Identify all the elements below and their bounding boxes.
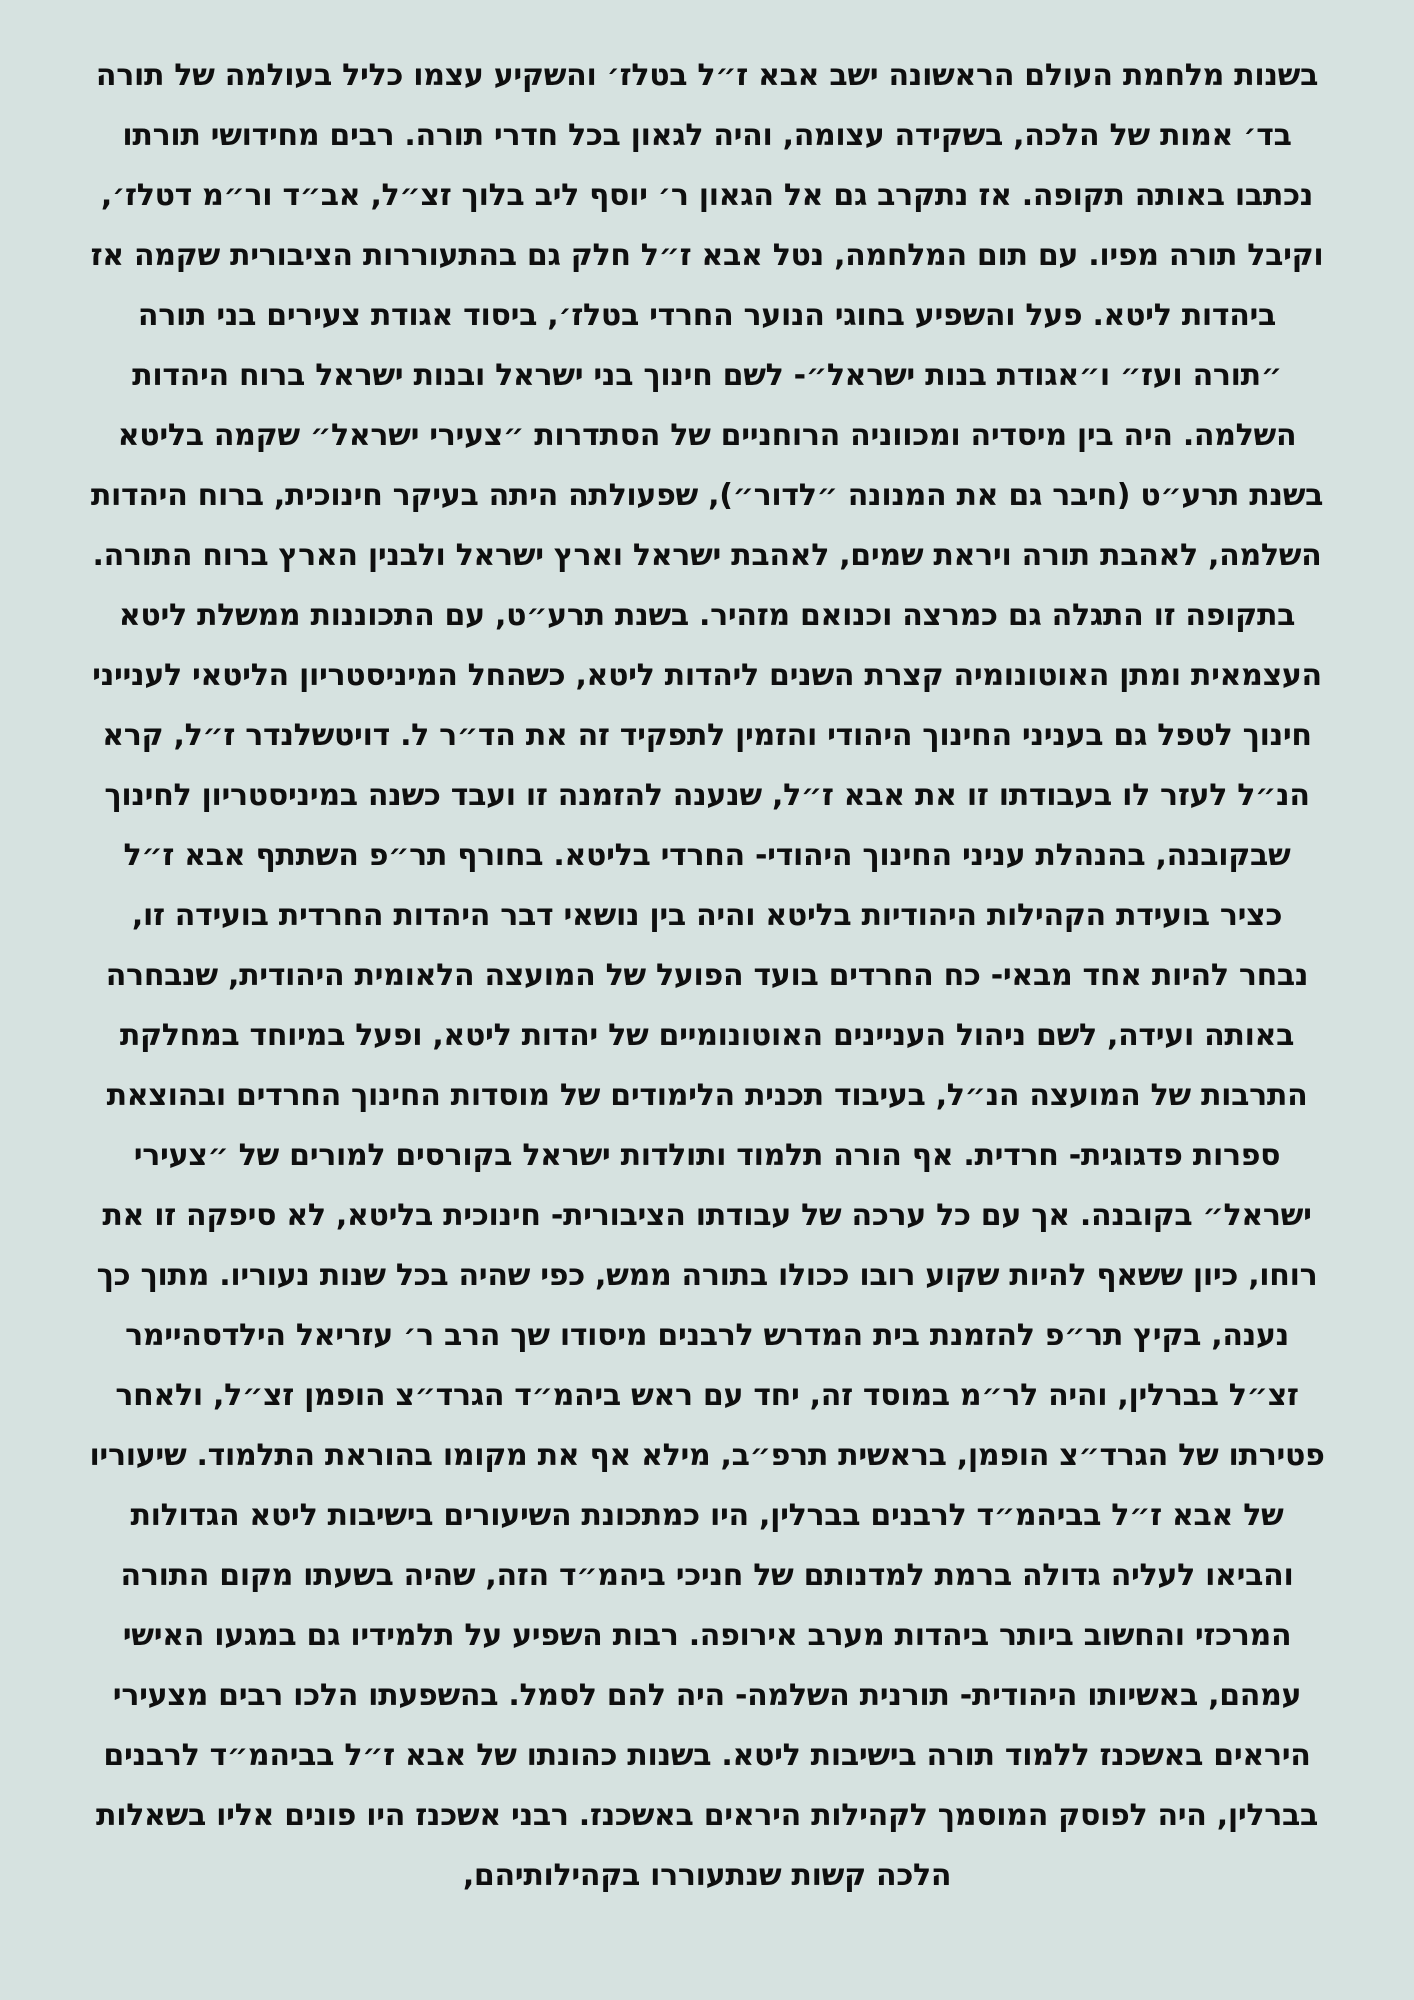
text-line: נבחר להיות אחד מבאי- כח החרדים בועד הפועל של המועצה הלאומית היהודית, שנבחרה xyxy=(105,958,1309,993)
text-line: כציר בועידת הקהילות היהודיות בליטא והיה בין נושאי דבר היהדות החרדית בועידה זו, xyxy=(131,898,1283,933)
text-line: בברלין, היה לפוסק המוסמך לקהילות היראים באשכנז. רבני אשכנז היו פונים אליו בשאלות xyxy=(96,1798,1318,1833)
text-line: והביאו לעליה גדולה ברמת למדנותם של חניכי ביהמ״ד הזה, שהיה בשעתו מקום התורה xyxy=(120,1558,1294,1593)
document-text xyxy=(28,46,1386,1906)
text-line: בשנות מלחמת העולם הראשונה ישב אבא ז״ל בטלז׳ והשקיע עצמו כליל בעולמה של תורה xyxy=(95,58,1319,93)
text-line: בתקופה זו התגלה גם כמרצה וכנואם מזהיר. בשנת תרע״ט, עם התכוננות ממשלת ליטא xyxy=(118,598,1296,633)
text-line: השלמה. היה בין מיסדיה ומכווניה הרוחניים של הסתדרות ״צעירי ישראל״ שקמה בליטא xyxy=(117,418,1297,453)
text-line: זצ״ל בברלין, והיה לר״מ במוסד זה, יחד עם ראש ביהמ״ד הגרד״צ הופמן זצ״ל, ולאחר xyxy=(115,1378,1299,1413)
text-line: בד׳ אמות של הלכה, בשקידה עצומה, והיה לגאון בכל חדרי תורה. רבים מחידושי תורתו xyxy=(122,118,1292,153)
text-line: חינוך לטפל גם בעניני החינוך היהודי והזמין לתפקיד זה את הד״ר ל. דויטשלנדר ז״ל, קרא xyxy=(102,718,1312,753)
text-line: העצמאית ומתן האוטונומיה קצרת השנים ליהדות ליטא, כשהחל המיניסטריון הליטאי לענייני xyxy=(92,658,1322,693)
text-line: ישראל״ בקובנה. אך עם כל ערכה של עבודתו הציבורית- חינוכית בליטא, לא סיפקה זו את xyxy=(102,1198,1312,1233)
text-line: עמהם, באשיותו היהודית- תורנית השלמה- היה להם לסמל. בהשפעתו הלכו רבים מצעירי xyxy=(112,1678,1302,1713)
text-line: המרכזי והחשוב ביותר ביהדות מערב אירופה. רבות השפיע על תלמידיו גם במגעו האישי xyxy=(122,1618,1292,1653)
text-line: הלכה קשות שנתעוררו בקהילותיהם, xyxy=(462,1858,952,1893)
text-line: ביהדות ליטא. פעל והשפיע בחוגי הנוער החרדי בטלז׳, ביסוד אגודת צעירים בני תורה xyxy=(137,298,1277,333)
text-line: ספרות פדגוגית- חרדית. אף הורה תלמוד ותולדות ישראל בקורסים למורים של ״צעירי xyxy=(133,1138,1281,1173)
text-line: שבקובנה, בהנהלת עניני החינוך היהודי- החרדי בליטא. בחורף תר״פ השתתף אבא ז״ל xyxy=(123,838,1291,873)
text-line: ״תורה ועז״ ו״אגודת בנות ישראל״- לשם חינוך בני ישראל ובנות ישראל ברוח היהדות xyxy=(132,358,1282,393)
text-line: נענה, בקיץ תר״פ להזמנת בית המדרש לרבנים מיסודו שך הרב ר׳ עזריאל הילדסהיימר xyxy=(125,1318,1289,1353)
text-line: של אבא ז״ל בביהמ״ד לרבנים בברלין, היו כמתכונת השיעורים בישיבות ליטא הגדולות xyxy=(130,1498,1284,1533)
text-line: פטירתו של הגרד״צ הופמן, בראשית תרפ״ב, מילא אף את מקומו בהוראת התלמוד. שיעוריו xyxy=(89,1438,1325,1473)
text-line: התרבות של המועצה הנ״ל, בעיבוד תכנית הלימודים של מוסדות החינוך החרדים ובהוצאת xyxy=(106,1078,1308,1113)
text-line: באותה ועידה, לשם ניהול העניינים האוטונומיים של יהדות ליטא, ופעל במיוחד במחלקת xyxy=(119,1018,1295,1053)
text-line: וקיבל תורה מפיו. עם תום המלחמה, נטל אבא ז״ל חלק גם בהתעוררות הציבורית שקמה אז xyxy=(90,238,1324,273)
text-line: רוחו, כיון ששאף להיות שקוע רובו ככולו בתורה ממש, כפי שהיה בכל שנות נעוריו. מתוך כך xyxy=(96,1258,1318,1293)
text-line: בשנת תרע״ט (חיבר גם את המנונה ״לדור״), שפעולתה היתה בעיקר חינוכית, ברוח היהדות xyxy=(90,478,1324,513)
text-line: הנ״ל לעזר לו בעבודתו זו את אבא ז״ל, שנענה להזמנה זו ועבד כשנה במיניסטריון לחינוך xyxy=(104,778,1310,813)
text-line: השלמה, לאהבת תורה ויראת שמים, לאהבת ישראל וארץ ישראל ולבנין הארץ ברוח התורה. xyxy=(92,538,1322,573)
text-line: נכתבו באותה תקופה. אז נתקרב גם אל הגאון ר׳ יוסף ליב בלוך זצ״ל, אב״ד ור״מ דטלז׳, xyxy=(100,178,1314,213)
text-line: היראים באשכנז ללמוד תורה בישיבות ליטא. בשנות כהונתו של אבא ז״ל בביהמ״ד לרבנים xyxy=(103,1738,1311,1773)
